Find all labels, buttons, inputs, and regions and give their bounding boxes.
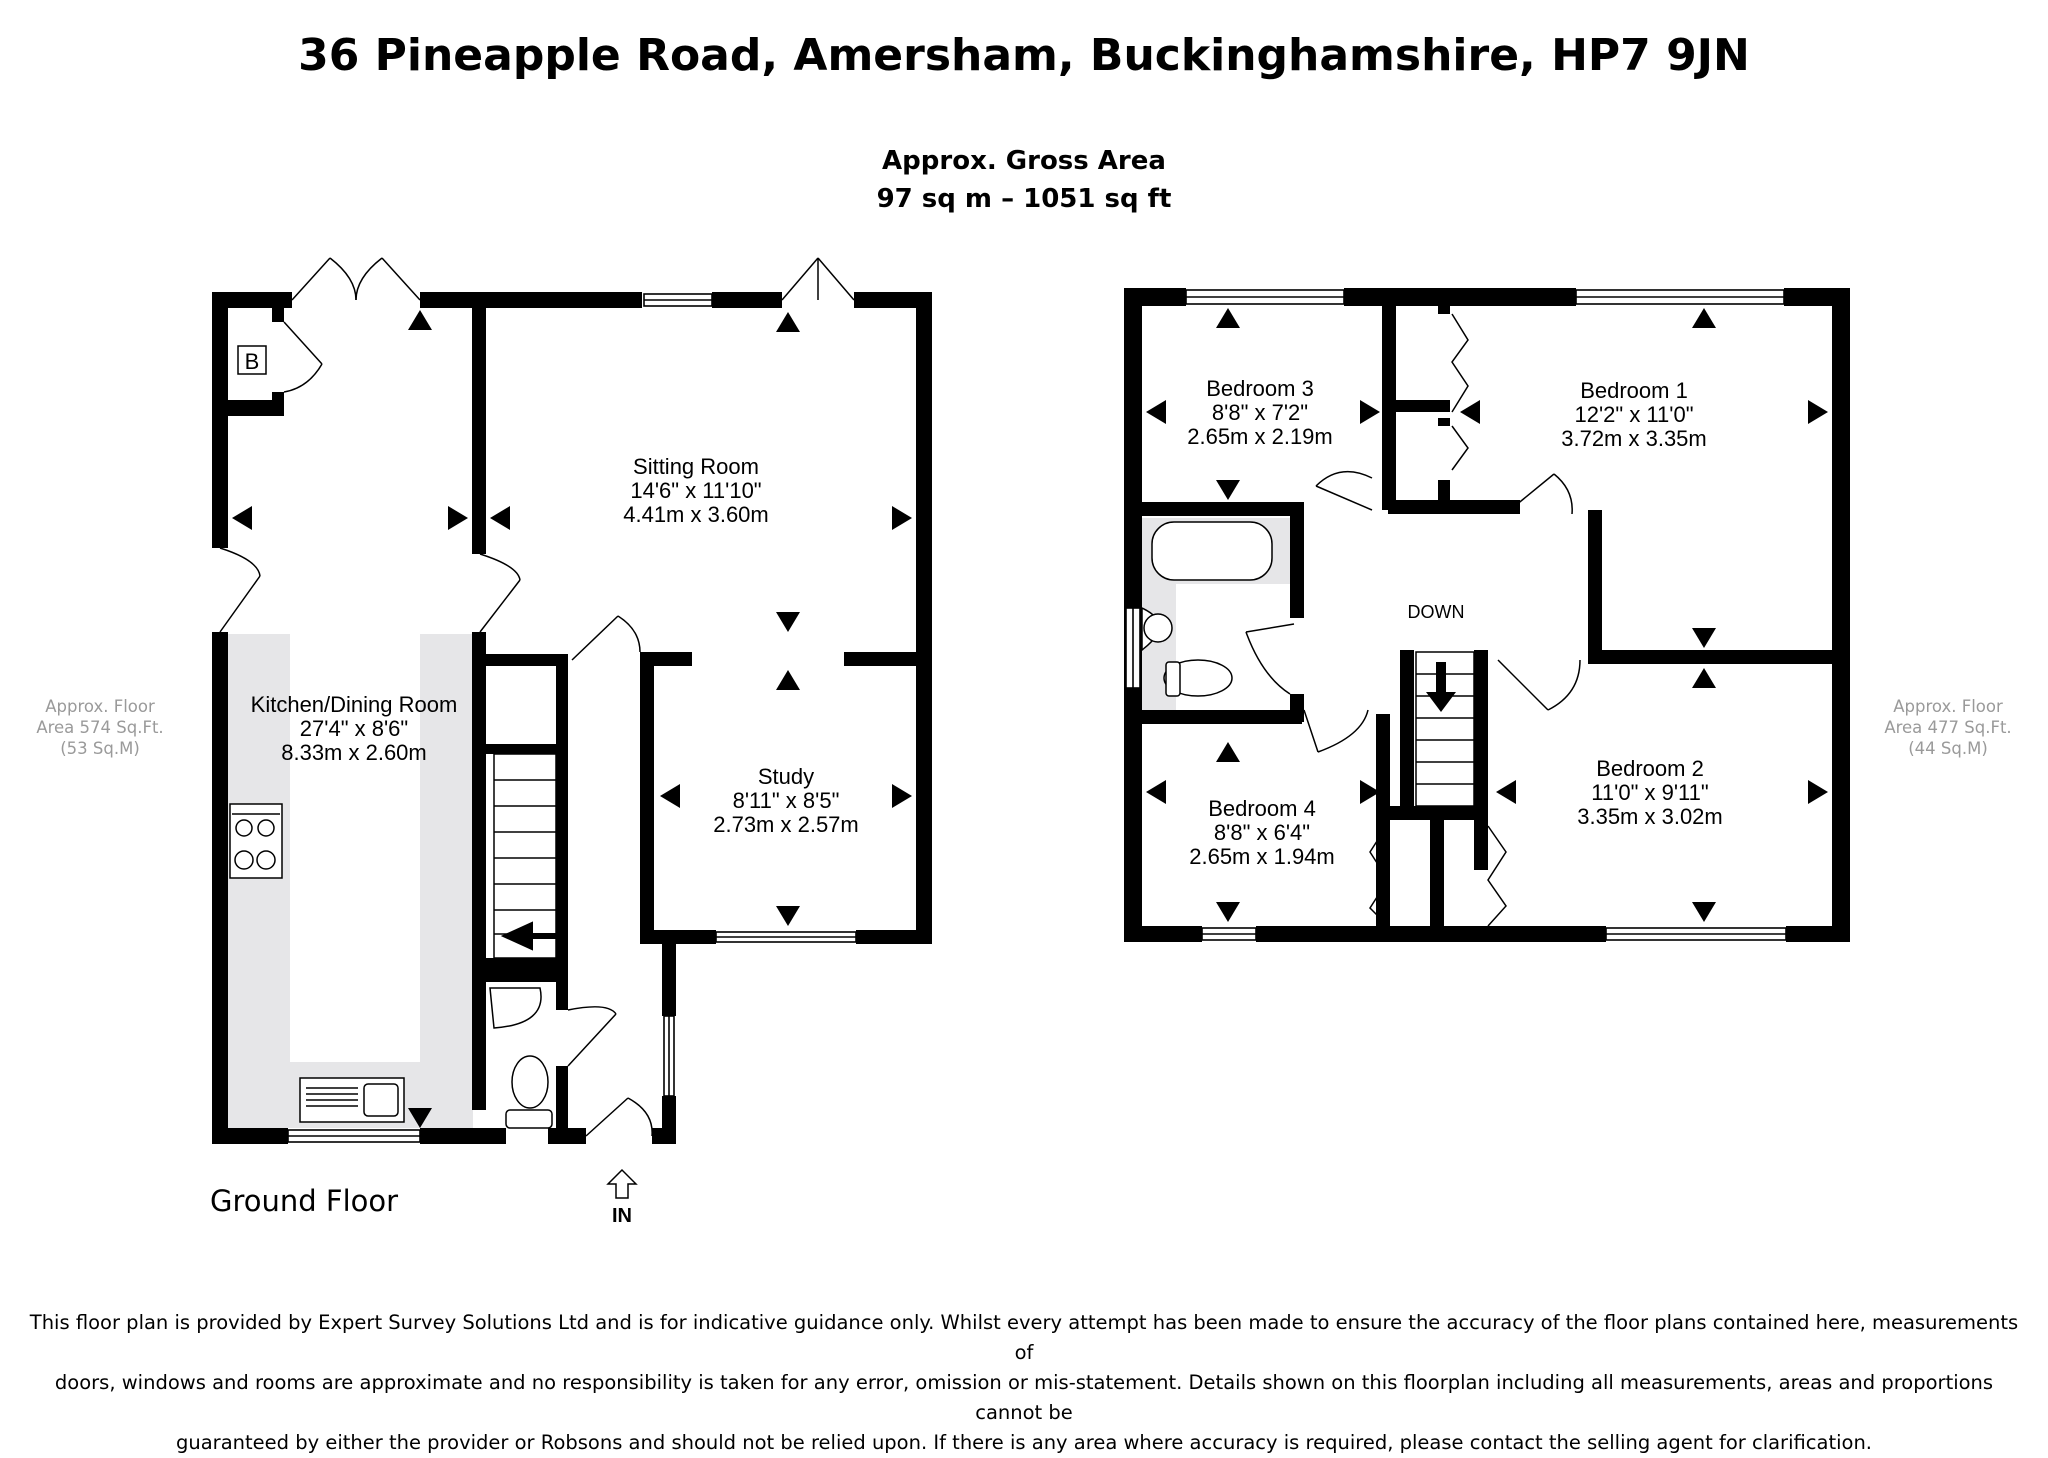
entrance-label: IN <box>612 1205 632 1227</box>
first-floor-room-labels <box>1187 376 1723 869</box>
first-floor-area-line: Area 477 Sq.Ft. <box>1884 718 2012 737</box>
gross-area-value: 97 sq m – 1051 sq ft <box>876 184 1172 214</box>
room-name: Bedroom 3 <box>1206 376 1314 401</box>
room-name: Sitting Room <box>633 454 759 479</box>
ground-floor-area-line: Approx. Floor <box>45 697 155 716</box>
entrance-arrow <box>608 1170 636 1198</box>
cloakroom-fixtures <box>490 988 552 1128</box>
room-size-metric: 4.41m x 3.60m <box>623 502 769 527</box>
room-size-imperial: 14'6" x 11'10" <box>630 478 762 503</box>
first-floor-area-line: Approx. Floor <box>1893 697 2003 716</box>
ground-floor-plan <box>212 258 932 1227</box>
disclaimer-line: doors, windows and rooms are approximate and no responsibility is taken for any error, omission or mis-statement. Details shown on this floorplan including all measurements, areas and proportions cannot be <box>54 1371 1994 1424</box>
bathroom-fixtures <box>1142 518 1290 710</box>
room-size-imperial: 8'8" x 7'2" <box>1211 400 1309 425</box>
room-size-imperial: 8'8" x 6'4" <box>1213 820 1311 845</box>
room-size-metric: 2.65m x 2.19m <box>1187 424 1333 449</box>
first-floor-plan <box>1124 288 1850 942</box>
room-name: Study <box>757 764 815 789</box>
gross-area-label: Approx. Gross Area <box>882 146 1166 176</box>
disclaimer-line: guaranteed by either the provider or Robsons and should not be relied upon. If there is any area where accuracy is required, please contact the selling agent for clarification. <box>176 1431 1872 1454</box>
room-name: Bedroom 4 <box>1208 796 1316 821</box>
room-size-imperial: 8'11" x 8'5" <box>732 788 840 813</box>
page-title: 36 Pineapple Road, Amersham, Buckinghamshire, HP7 9JN <box>298 30 1750 81</box>
room-size-metric: 8.33m x 2.60m <box>281 740 427 765</box>
kitchen-sink <box>300 1078 404 1122</box>
ground-floor-area-line: Area 574 Sq.Ft. <box>36 718 164 737</box>
ground-floor-area-line: (53 Sq.M) <box>60 739 140 758</box>
room-size-metric: 2.65m x 1.94m <box>1189 844 1335 869</box>
stairs-label: DOWN <box>1407 602 1465 622</box>
stairs-down-arrow <box>1426 662 1456 712</box>
cooker-hob <box>230 804 282 878</box>
room-name: Kitchen/Dining Room <box>250 692 458 717</box>
boiler-symbol: B <box>244 349 260 374</box>
first-floor-area-line: (44 Sq.M) <box>1908 739 1988 758</box>
room-size-metric: 3.35m x 3.02m <box>1577 804 1723 829</box>
room-size-metric: 2.73m x 2.57m <box>713 812 859 837</box>
disclaimer <box>20 1308 2028 1458</box>
room-size-imperial: 12'2" x 11'0" <box>1574 402 1694 427</box>
ground-floor-label: Ground Floor <box>210 1184 399 1218</box>
room-size-imperial: 27'4" x 8'6" <box>299 716 409 741</box>
disclaimer-line: This floor plan is provided by Expert Survey Solutions Ltd and is for indicative guidance only. Whilst every attempt has been made to ensure the accuracy of the floor plans contained here, measurements of <box>29 1311 2019 1364</box>
room-size-metric: 3.72m x 3.35m <box>1561 426 1707 451</box>
room-name: Bedroom 1 <box>1580 378 1688 403</box>
room-name: Bedroom 2 <box>1596 756 1704 781</box>
room-size-imperial: 11'0" x 9'11" <box>1591 780 1709 805</box>
